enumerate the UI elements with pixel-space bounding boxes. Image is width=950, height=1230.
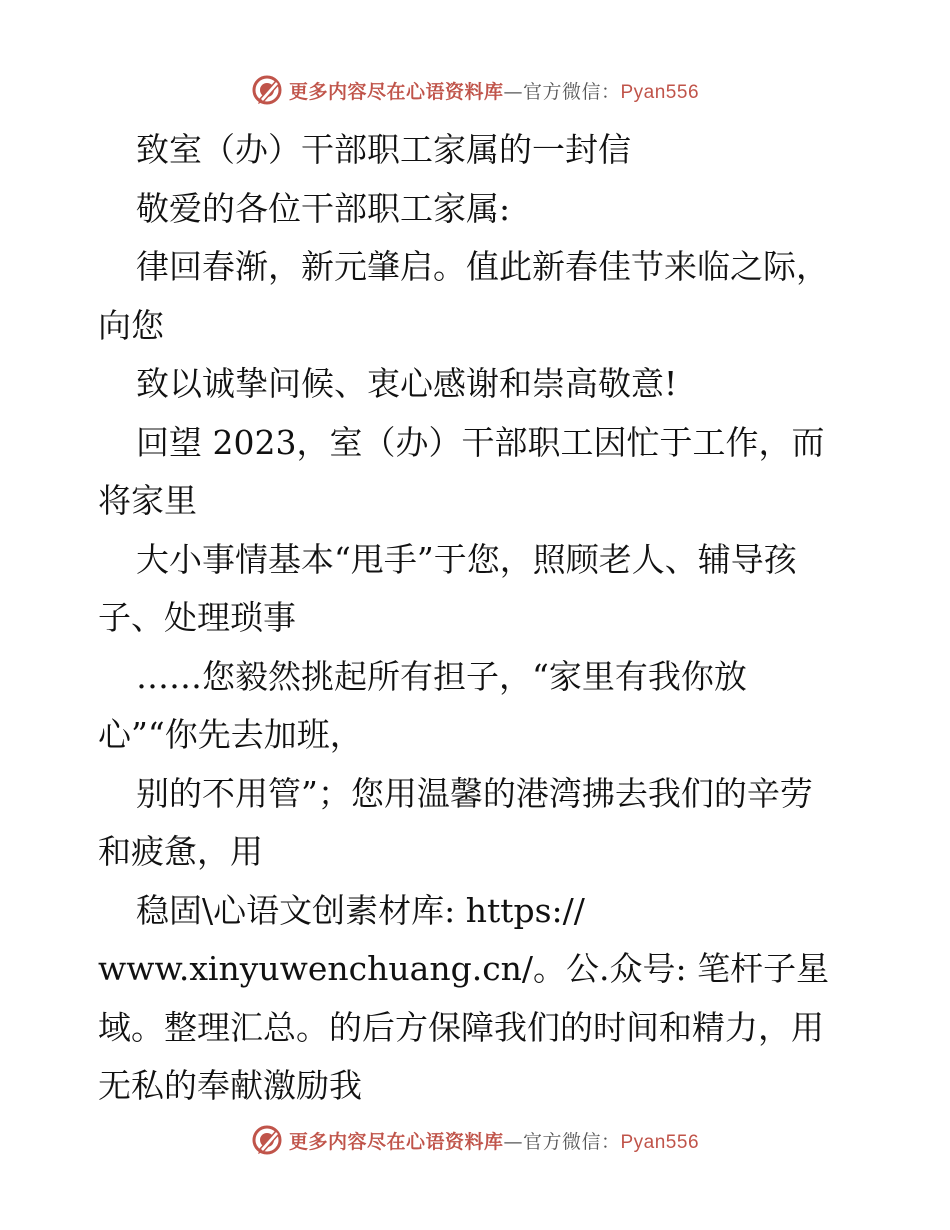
paragraph-line: 致以诚挚问候、衷心感谢和崇高敬意! [136, 364, 678, 403]
letter-body [98, 121, 858, 1116]
banner-official-label: 官方微信： [522, 80, 621, 103]
banner-dash: — [503, 1130, 523, 1153]
header-banner [0, 70, 950, 110]
paragraph-line: 律回春渐，新元肇启。值此新春佳节来临之际， [136, 247, 829, 286]
paragraph-line: 别的不用管”；您用温馨的港湾拂去我们的辛劳 [136, 773, 813, 813]
banner-official-label: 官方微信： [522, 1130, 621, 1153]
paragraph-line: 无私的奉献激励我 [98, 1066, 362, 1105]
banner-main-text: 更多内容尽在心语资料库 [288, 1130, 504, 1153]
footer-banner [0, 1120, 950, 1160]
banner-text [289, 1127, 699, 1154]
paragraph-line: 和疲惫，用 [98, 832, 263, 871]
paragraph-line: 稳固\心语文创素材库: https:// [136, 890, 585, 930]
paragraph-line: 大小事情基本“甩手”于您，照顾老人、辅导孩 [136, 539, 797, 579]
paragraph-line: ……您毅然挑起所有担子，“家里有我你放 [136, 656, 747, 696]
banner-wechat-id: Pyan556 [620, 81, 700, 103]
paragraph-line: 回望 2023，室（办）干部职工因忙于工作，而 [136, 422, 825, 462]
banner-dash: — [503, 80, 523, 103]
paragraph-line: www.xinyuwenchuang.cn/。公.众号: 笔杆子星 [98, 949, 830, 988]
paragraph-line: 心”“你先去加班， [98, 715, 363, 754]
paragraph-line: 子、处理琐事 [98, 598, 296, 637]
pen-logo-icon [251, 1124, 283, 1156]
paragraph-line: 域。整理汇总。的后方保障我们的时间和精力，用 [98, 1007, 824, 1047]
letter-title: 致室（办）干部职工家属的一封信 [136, 130, 631, 169]
banner-text [289, 77, 699, 104]
pen-logo-icon [251, 74, 283, 106]
banner-main-text: 更多内容尽在心语资料库 [288, 80, 504, 103]
paragraph-line: 向您 [98, 305, 164, 345]
letter-salutation: 敬爱的各位干部职工家属: [136, 188, 511, 228]
paragraph-line: 将家里 [98, 481, 197, 520]
banner-wechat-id: Pyan556 [620, 1131, 700, 1153]
